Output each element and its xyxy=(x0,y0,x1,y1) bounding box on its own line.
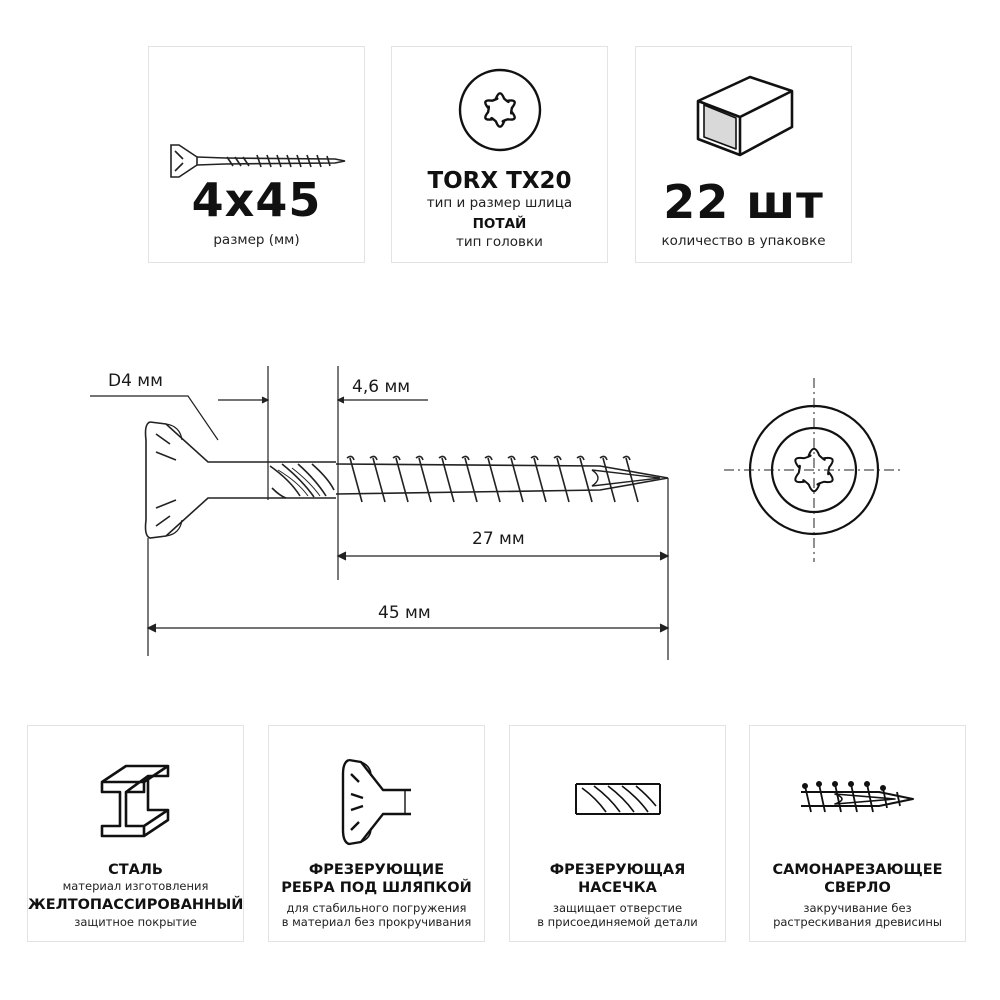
feature-card-steel xyxy=(27,725,244,942)
size-card xyxy=(148,46,365,263)
feature-coating-title: ЖЕЛТОПАССИРОВАННЫЙ xyxy=(28,897,244,913)
head-type-caption: тип головки xyxy=(456,234,543,250)
head-type-title: ПОТАЙ xyxy=(472,216,527,232)
step-label: 4,6 мм xyxy=(352,377,411,397)
slot-title: TORX TX20 xyxy=(427,168,572,194)
milling-notch xyxy=(270,464,334,498)
feature-notch-subtitle: защищает отверстие в присоединяемой детали xyxy=(537,901,698,930)
thread-turns xyxy=(347,456,638,502)
screw-dimension-drawing xyxy=(0,330,1000,670)
torx-head-icon xyxy=(392,67,607,153)
size-value: 4x45 xyxy=(191,173,322,227)
size-caption: размер (мм) xyxy=(213,232,300,248)
feature-steel-subtitle: материал изготовления xyxy=(62,879,209,893)
steel-beam-icon xyxy=(28,758,243,844)
slot-caption: тип и размер шлица xyxy=(426,195,573,211)
slot-card xyxy=(391,46,608,263)
diameter-label: D4 мм xyxy=(108,371,163,391)
box-icon xyxy=(636,65,851,160)
quantity-caption: количество в упаковке xyxy=(661,233,826,249)
feature-card-notch xyxy=(509,725,726,942)
feature-steel-title: СТАЛЬ xyxy=(108,862,163,878)
feature-drill-subtitle: закручивание без растрескивания древисины xyxy=(773,901,942,930)
feature-card-drill xyxy=(749,725,966,942)
head-end-view xyxy=(724,378,904,562)
total-length-label: 45 мм xyxy=(378,603,431,623)
feature-coating-subtitle: защитное покрытие xyxy=(74,915,197,929)
feature-drill-title: САМОНАРЕЗАЮЩЕЕ СВЕРЛО xyxy=(772,862,943,897)
feature-card-ribs xyxy=(268,725,485,942)
feature-ribs-title: ФРЕЗЕРУЮЩИЕ РЕБРА ПОД ШЛЯПКОЙ xyxy=(281,862,472,897)
head-ribs-icon xyxy=(269,754,484,850)
self-drill-tip-icon xyxy=(750,776,965,822)
thread-length-label: 27 мм xyxy=(472,529,525,549)
quantity-card xyxy=(635,46,852,263)
feature-notch-title: ФРЕЗЕРУЮЩАЯ НАСЕЧКА xyxy=(549,862,686,897)
feature-ribs-subtitle: для стабильного погружения в материал без прокручивания xyxy=(281,901,472,930)
quantity-value: 22 шт xyxy=(663,175,824,229)
milling-notch-icon xyxy=(510,776,725,822)
